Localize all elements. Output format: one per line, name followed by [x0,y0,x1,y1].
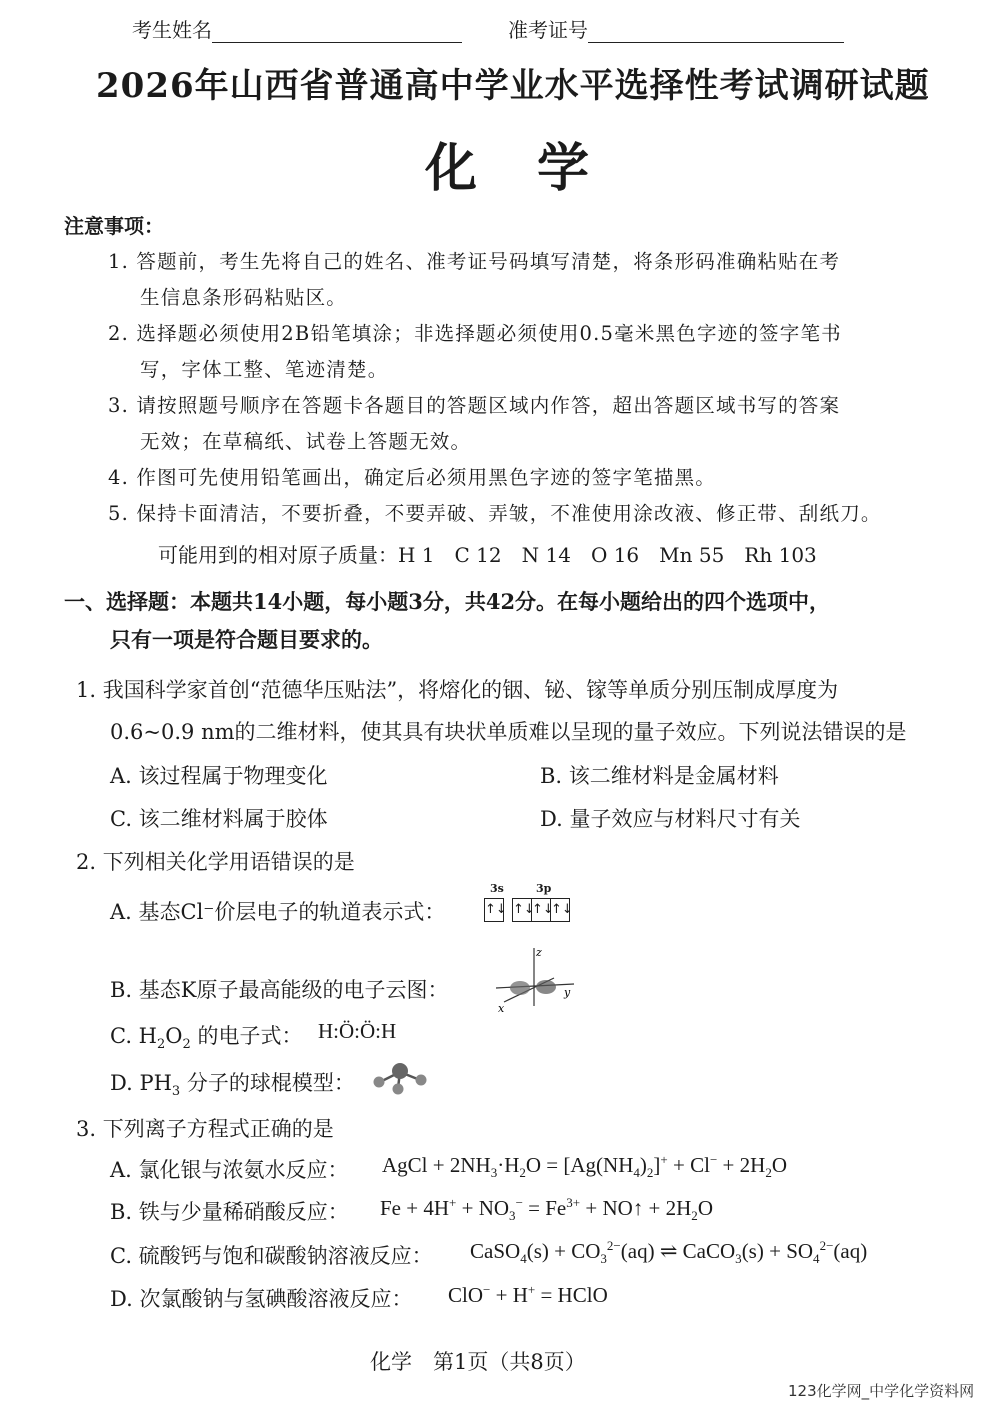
q3-option-c: C. 硫酸钙与饱和碳酸钠溶液反应： [110,1244,433,1268]
notice-line-1: 1. 答题前，考生先将自己的姓名、准考证号码填写清楚，将条形码准确粘贴在考 [108,250,841,273]
q3-option-d: D. 次氯酸钠与氢碘酸溶液反应： [110,1287,413,1311]
notice-line-2: 生信息条形码粘贴区。 [140,286,348,309]
electron-cloud-diagram [488,944,580,1014]
q3-option-b: B. 铁与少量稀硝酸反应： [110,1200,349,1224]
exam-id-blank [588,24,844,43]
y-axis-label: y [564,986,571,999]
orbital-3p-label: 3p [536,882,552,895]
notice-line-7: 4. 作图可先使用铅笔画出，确定后必须用黑色字迹的签字笔描黑。 [108,466,717,489]
page-footer: 化学 第1页（共8页） [370,1350,586,1374]
q2-option-c: C. $H_2O_2$ 的电子式： [110,1024,303,1053]
candidate-name-field [132,14,462,43]
p-atom [392,1063,408,1079]
x-axis-label: x [498,1002,505,1014]
q3-equation-a: AgCl + $2NH_3\cdot H_2O = [Ag(NH_4)_2]^+ + Cl^- + 2H_2O$ [382,1152,787,1181]
h-atom-2 [393,1084,404,1095]
q3-stem: 3. 下列离子方程式正确的是 [76,1117,334,1141]
notice-heading: 注意事项： [64,214,164,238]
exam-id-label: 准考证号 [508,18,588,42]
section-1-line-1: 一、选择题：本题共14小题，每小题3分，共42分。在每小题给出的四个选项中， [64,589,831,614]
q1-stem-1: 1. 我国科学家首创“范德华压贴法”，将熔化的铟、铋、镓等单质分别压制成厚度为 [76,678,839,702]
candidate-name-label: 考生姓名 [132,18,212,42]
peroxide-electron-formula: H:Ö:Ö:H [318,1019,397,1043]
q1-option-a: A. 该过程属于物理变化 [110,764,328,788]
watermark-text: 123化学网_中学化学资料网 [788,1382,975,1400]
cloud-lobe-left [510,981,530,995]
q2-option-d: D. $PH_3$ 分子的球棍模型： [110,1071,355,1100]
orbital-3p-box-1: ↑↓ [512,898,532,922]
orbital-3s-label: 3s [490,882,504,895]
orbital-3p-box-3: ↑↓ [551,898,570,922]
q1-option-b: B. 该二维材料是金属材料 [540,764,779,788]
notice-line-3: 2. 选择题必须使用2B铅笔填涂；非选择题必须使用0.5毫米黑色字迹的签字笔书 [108,322,842,345]
subject-title: 化学 [425,138,650,199]
exam-title: 2026年山西省普通高中学业水平选择性考试调研试题 [96,66,930,106]
q3-equation-b: $Fe + 4H^+ + NO_3^- = Fe^{3+}$ + NO↑ + $2H_2O$ [380,1195,713,1224]
q3-option-a: A. 氯化银与浓氨水反应： [110,1158,349,1182]
q2-option-b: B. 基态K原子最高能级的电子云图： [110,978,449,1002]
q3-equation-d: ClO− + H+ = HClO [448,1282,608,1307]
q2-option-a: A. 基态Cl⁻价层电子的轨道表示式： [110,900,446,924]
section-1-line-2: 只有一项是符合题目要求的。 [110,627,383,652]
q1-option-c: C. 该二维材料属于胶体 [110,807,328,831]
cloud-lobe-right [536,980,556,994]
orbital-3p-box-2: ↑↓ [532,898,551,922]
h-atom-3 [416,1075,427,1086]
q3-equation-c: CaSO$_4$(s) + $CO_3^{2-}(aq)$ ⇌ CaCO$_3$(s) + $SO_4^{2-}(aq)$ [470,1238,868,1267]
orbital-3s-box: ↑↓ [484,898,504,922]
notice-line-6: 无效；在草稿纸、试卷上答题无效。 [140,430,472,453]
q1-option-d: D. 量子效应与材料尺寸有关 [540,807,801,831]
notice-line-8: 5. 保持卡面清洁，不要折叠，不要弄破、弄皱，不准使用涂改液、修正带、刮纸刀。 [108,502,882,525]
z-axis-label: z [536,946,542,959]
atomic-masses: 可能用到的相对原子质量：H 1 C 12 N 14 O 16 Mn 55 Rh 103 [158,543,817,567]
notice-line-4: 写，字体工整、笔迹清楚。 [140,358,389,381]
candidate-name-blank [212,24,462,43]
q1-stem-2: 0.6~0.9 nm的二维材料，使其具有块状单质难以呈现的量子效应。下列说法错误的是 [110,720,907,744]
notice-line-5: 3. 请按照题号顺序在答题卡各题目的答题区域内作答，超出答题区域书写的答案 [108,394,841,417]
ph3-ball-stick-model [370,1060,432,1096]
q2-stem: 2. 下列相关化学用语错误的是 [76,850,355,874]
exam-id-field [508,14,844,43]
h-atom-1 [374,1077,385,1088]
